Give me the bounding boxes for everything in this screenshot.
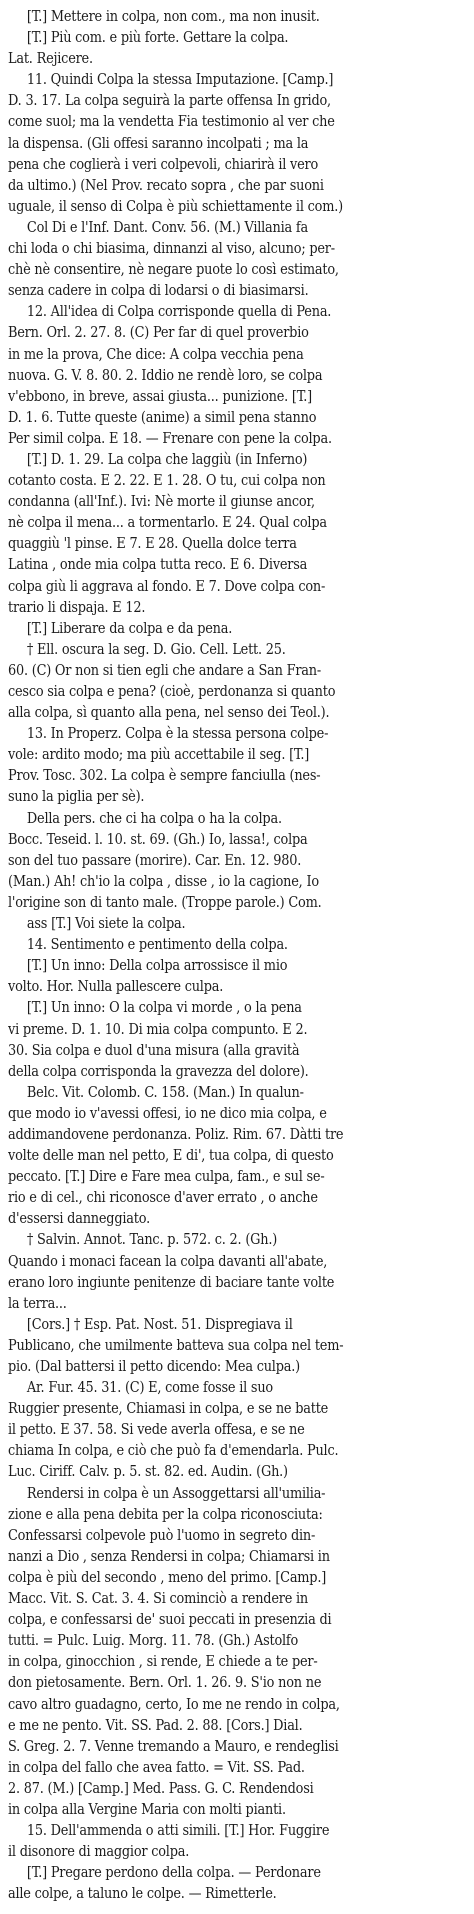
text-line: Quando i monaci facean la colpa davanti all'abate, <box>8 1251 328 1270</box>
text-line: nè colpa il mena... a tormentarlo. E 24. Qual colpa <box>8 513 327 532</box>
text-line: Prov. Tosc. 302. La colpa è sempre fanciulla (nes- <box>8 766 321 785</box>
text-line: [T.] Mettere in colpa, non com., ma non inusit. <box>26 7 320 25</box>
text-line: suno la piglia per sè). <box>8 787 145 806</box>
text-line: Della pers. che ci ha colpa o ha la colpa. <box>26 808 282 827</box>
text-line: D. 1. 6. Tutte queste (anime) a simil pena stanno <box>8 407 317 426</box>
text-line: Bocc. Teseid. l. 10. st. 69. (Gh.) Io, lassa!, colpa <box>8 829 308 848</box>
text-line: volte delle man nel petto, E di', tua colpa, di questo <box>8 1146 334 1165</box>
text-line: Ruggier presente, Chiamasi in colpa, e se ne batte <box>8 1399 329 1418</box>
text-line: 13. In Properz. Colpa è la stessa persona colpe- <box>26 724 329 743</box>
text-line: pena che coglierà i veri colpevoli, chiarirà il vero <box>8 154 319 173</box>
text-line: 2. 87. (M.) [Camp.] Med. Pass. G. C. Rendendosi <box>8 1778 314 1797</box>
text-line: [T.] Più com. e più forte. Gettare la colpa. <box>26 28 289 47</box>
text-line: Ar. Fur. 45. 31. (C) E, come fosse il suo <box>26 1378 273 1397</box>
text-line: don pietosamente. Bern. Orl. 1. 26. 9. S'io non ne <box>8 1673 322 1692</box>
text-line: † Ell. oscura la seg. D. Gio. Cell. Lett. 25. <box>26 639 286 658</box>
text-line: (Man.) Ah! ch'io la colpa , disse , io la cagione, Io <box>8 871 319 890</box>
text-line: cavo altro guadagno, certo, Io me ne rendo in colpa, <box>8 1694 340 1713</box>
text-line: peccato. [T.] Dire e Fare mea culpa, fam., e sul se- <box>8 1167 325 1186</box>
text-line: v'ebbono, in breve, assai giusta... punizione. [T.] <box>8 386 312 405</box>
text-line: [T.] Un inno: O la colpa vi morde , o la pena <box>26 998 302 1017</box>
text-line: d'essersi danneggiato. <box>8 1209 150 1228</box>
text-line: chiama In colpa, e ciò che può fa d'emendarla. Pulc. <box>8 1441 339 1460</box>
text-line: e me ne pento. Vit. SS. Pad. 2. 88. [Cors.] Dial. <box>8 1715 303 1734</box>
text-line: la terra... <box>8 1293 67 1312</box>
text-line: come suol; ma la vendetta Fia testimonio al ver che <box>8 112 335 131</box>
text-line: Publicano, che umilmente batteva sua colpa nel tem- <box>8 1335 344 1354</box>
text-line: uguale, il senso di Colpa è più schiettamente il com.) <box>8 196 343 215</box>
text-line: rio e di cel., chi riconosce d'aver errato , o anche <box>8 1188 318 1207</box>
text-line: condanna (all'Inf.). Ivi: Nè morte il giunse ancor, <box>8 492 315 511</box>
text-line: [T.] Liberare da colpa e da pena. <box>26 618 233 637</box>
text-line: Latina , onde mia colpa tutta reco. E 6. Diversa <box>8 555 308 574</box>
text-line: in colpa del fallo che avea fatto. = Vit. SS. Pad. <box>8 1757 305 1776</box>
text-line: alle colpe, a taluno le colpe. — Rimetterle. <box>8 1884 277 1903</box>
text-line: senza cadere in colpa di lodarsi o di biasimarsi. <box>8 281 309 300</box>
text-line: pio. (Dal battersi il petto dicendo: Mea culpa.) <box>8 1357 300 1375</box>
text-line: [T.] D. 1. 29. La colpa che laggiù (in Inferno) <box>26 449 308 468</box>
text-line: in colpa, ginocchion , si rende, E chiede a te per- <box>8 1652 318 1671</box>
text-line: colpa giù li aggrava al fondo. E 7. Dove colpa con- <box>8 576 326 595</box>
text-line: Luc. Ciriff. Calv. p. 5. st. 82. ed. Audin. (Gh.) <box>8 1462 288 1481</box>
text-line: vi preme. D. 1. 10. Di mia colpa compunto. E 2. <box>8 1019 308 1038</box>
text-line: † Salvin. Annot. Tanc. p. 572. c. 2. (Gh.) <box>26 1230 278 1249</box>
text-line: [Cors.] † Esp. Pat. Nost. 51. Dispregiava il <box>26 1314 293 1333</box>
text-line: Bern. Orl. 2. 27. 8. (C) Per far di quel proverbio <box>8 323 309 342</box>
text-line: Lat. Rejicere. <box>8 49 93 68</box>
text-line: chè nè consentire, nè negare puote lo così estimato, <box>8 260 339 279</box>
text-line: tutti. = Pulc. Luig. Morg. 11. 78. (Gh.) Astolfo <box>8 1631 299 1650</box>
text-line: la dispensa. (Gli offesi saranno incolpati ; ma la <box>8 133 309 152</box>
text-line: 15. Dell'ammenda o atti simili. [T.] Hor. Fuggire <box>26 1821 330 1840</box>
text-line: Col Di e l'Inf. Dant. Conv. 56. (M.) Villania fa <box>26 217 308 236</box>
text-line: nanzi a Dio , senza Rendersi in colpa; Chiamarsi in <box>8 1546 330 1565</box>
text-line: 11. Quindi Colpa la stessa Imputazione. [Camp.] <box>26 70 334 89</box>
text-line: addimandovene perdonanza. Poliz. Rim. 67. Dàtti tre <box>8 1124 344 1143</box>
text-line: l'origine son di tanto male. (Troppe parole.) Com. <box>8 892 322 911</box>
text-line: S. Greg. 2. 7. Venne tremando a Mauro, e rendeglisi <box>8 1736 339 1755</box>
text-line: 12. All'idea di Colpa corrisponde quella di Pena. <box>26 302 332 321</box>
text-line: colpa, e confessarsi de' suoi peccati in presenzia di <box>8 1610 332 1629</box>
text-line: Macc. Vit. S. Cat. 3. 4. Si cominciò a rendere in <box>8 1589 309 1608</box>
text-line: zione e alla pena debita per la colpa riconosciuta: <box>8 1504 323 1523</box>
text-line: trario li dispaja. E 12. <box>8 597 146 616</box>
text-line: in me la prova, Che dice: A colpa vecchia pena <box>8 344 304 363</box>
text-line: il petto. E 37. 58. Si vede averla offesa, e se ne <box>8 1420 305 1439</box>
text-line: Per simil colpa. E 18. — Frenare con pene la colpa. <box>8 428 332 447</box>
text-line: colpa è più del secondo , meno del primo. [Camp.] <box>8 1567 327 1586</box>
text-line: Confessarsi colpevole può l'uomo in segreto din- <box>8 1525 316 1544</box>
text-line: son del tuo passare (morire). Car. En. 12. 980. <box>8 850 302 869</box>
text-line: erano loro ingiunte penitenze di baciare tante volte <box>8 1272 335 1291</box>
text-line: [T.] Pregare perdono della colpa. — Perdonare <box>26 1863 321 1882</box>
text-line: 30. Sia colpa e duol d'una misura (alla gravità <box>8 1040 300 1059</box>
text-line: 60. (C) Or non si tien egli che andare a San Fran- <box>8 660 321 679</box>
text-line: vole: ardito modo; ma più accettabile il seg. [T.] <box>8 745 310 764</box>
text-line: cotanto costa. E 2. 22. E 1. 28. O tu, cui colpa non <box>8 471 326 490</box>
text-line: 14. Sentimento e pentimento della colpa. <box>26 935 288 954</box>
text-line: il disonore di maggior colpa. <box>8 1842 190 1861</box>
text-line: chi loda o chi biasima, dinnanzi al viso, alcuno; per- <box>8 239 335 258</box>
text-line: Rendersi in colpa è un Assoggettarsi all'umilia- <box>26 1483 326 1502</box>
text-line: D. 3. 17. La colpa seguirà la parte offensa In grido, <box>8 91 331 110</box>
text-line: [T.] Un inno: Della colpa arrossisce il mio <box>26 956 288 975</box>
text-line: alla colpa, sì quanto alla pena, nel senso dei Teol.). <box>8 703 330 722</box>
text-line: nuova. G. V. 8. 80. 2. Iddio ne rendè loro, se colpa <box>8 365 323 384</box>
text-line: quaggiù 'l pinse. E 7. E 28. Quella dolce terra <box>8 534 297 553</box>
text-line: Belc. Vit. Colomb. C. 158. (Man.) In qualun- <box>26 1082 304 1101</box>
text-line: da ultimo.) (Nel Prov. recato sopra , che par suoni <box>8 175 324 194</box>
text-line: della colpa corrisponda la gravezza del dolore). <box>8 1061 309 1080</box>
text-line: cesco sia colpa e pena? (cioè, perdonanza si quanto <box>8 682 336 700</box>
text-line: que modo io v'avessi offesi, io ne dico mia colpa, e <box>8 1103 327 1122</box>
text-line: in colpa alla Vergine Maria con molti pianti. <box>8 1799 286 1818</box>
text-line: ass [T.] Voi siete la colpa. <box>26 914 186 933</box>
text-line: volto. Hor. Nulla pallescere culpa. <box>8 977 224 996</box>
